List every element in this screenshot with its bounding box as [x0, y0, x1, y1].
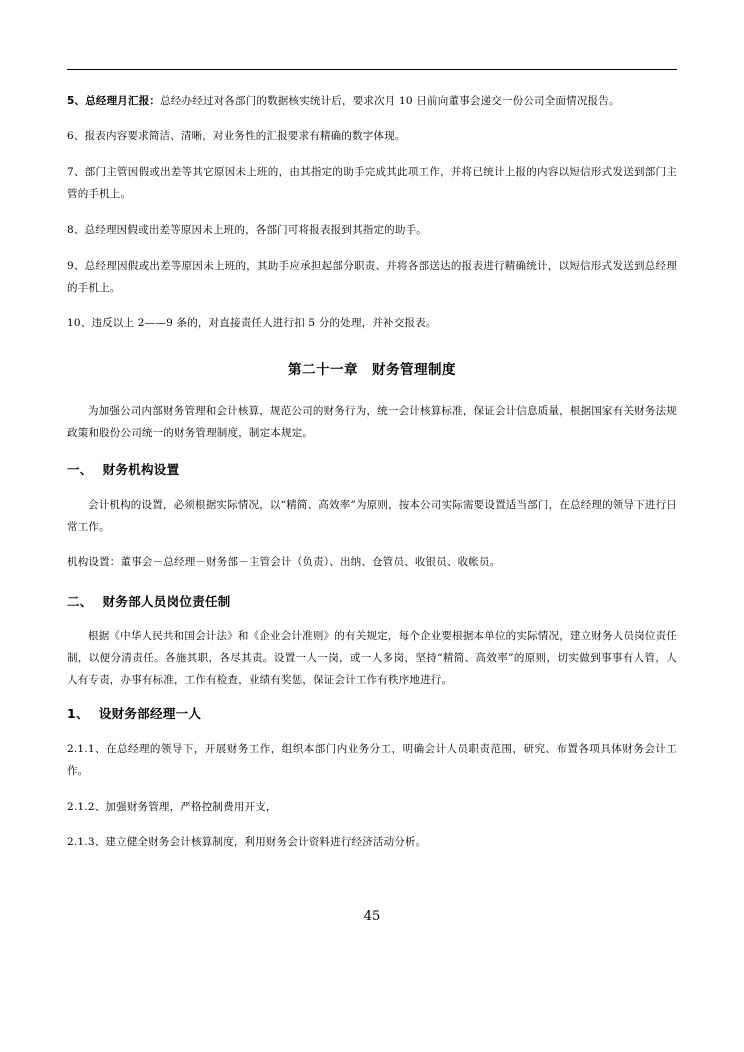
section-2-heading: [67, 592, 231, 610]
item-10: 10、违反以上 2——9 条的，对直接责任人进行扣 5 分的处理，并补交报表。: [67, 317, 437, 329]
subsection-1-number: 1、: [67, 706, 89, 721]
section-2-body: 根据《中华人民共和国会计法》和《企业会计准则》的有关规定，每个企业要根据本单位的实际情况，建立财务人员岗位责任制，以便分清责任。各施其职，各尽其责。设置一人一岗，或一人多岗，坚持“精简、高效率”的原则，切实做到事事有人管，人人有专责，办事有标准，工作有检查，业绩有奖惩，保证会计工作有秩序地进行。: [67, 630, 677, 686]
section-1-heading: [67, 460, 179, 478]
item-2-1-1: 2.1.1、在总经理的领导下，开展财务工作，组织本部门内业务分工，明确会计人员职责范围，研究、布置各项具体财务会计工作。: [67, 743, 677, 777]
item-7: 7、部门主管因假或出差等其它原因未上班的，由其指定的助手完成其此项工作，并将已统计上报的内容以短信形式发送到部门主管的手机上。: [67, 166, 677, 200]
section-1-structure: 机构设置：董事会－总经理－财务部－主管会计（负责）、出纳、仓管员、收银员、收帐员。: [67, 556, 501, 568]
section-1-title: 财务机构设置: [102, 462, 180, 477]
subsection-1-title: 设财务部经理一人: [98, 706, 202, 721]
chapter-intro: 为加强公司内部财务管理和会计核算，规范公司的财务行为，统一会计核算标准，保证会计信息质量，根据国家有关财务法规政策和股份公司统一的财务管理制度，制定本规定。: [67, 405, 677, 439]
section-1-number: 一、: [67, 462, 93, 477]
item-5-label: 5、总经理月汇报：: [67, 95, 161, 107]
item-8: 8、总经理因假或出差等原因未上班的，各部门可将报表报到其指定的助手。: [67, 224, 427, 236]
section-2-title: 财务部人员岗位责任制: [102, 594, 231, 609]
item-2-1-3: 2.1.3、建立健全财务会计核算制度，利用财务会计资料进行经济活动分析。: [67, 836, 427, 848]
item-2-1-2: 2.1.2、加强财务管理，严格控制费用开支，: [67, 801, 277, 813]
item-5-text: 总经办经过对各部门的数据核实统计后，要求次月 10 日前向董事会递交一份公司全面情况报告。: [160, 95, 620, 107]
item-6: 6、报表内容要求简洁、清晰，对业务性的汇报要求有精确的数字体现。: [67, 130, 406, 142]
section-2-number: 二、: [67, 594, 93, 609]
page-number: 45: [363, 909, 381, 924]
chapter-number: 第二十一章: [288, 362, 358, 378]
chapter-title: 财务管理制度: [372, 362, 456, 378]
subsection-1-heading: [67, 704, 201, 722]
section-1-body: 会计机构的设置，必须根据实际情况，以“精简、高效率”为原则，按本公司实际需要设置适当部门，在总经理的领导下进行日常工作。: [67, 499, 677, 533]
item-9: 9、总经理因假或出差等原因未上班的，其助手应承担起部分职责、并将各部送达的报表进行精确统计，以短信形式发送到总经理的手机上。: [67, 260, 677, 294]
header-rule: [67, 69, 677, 70]
chapter-heading: [0, 358, 744, 378]
item-5: [67, 90, 677, 112]
